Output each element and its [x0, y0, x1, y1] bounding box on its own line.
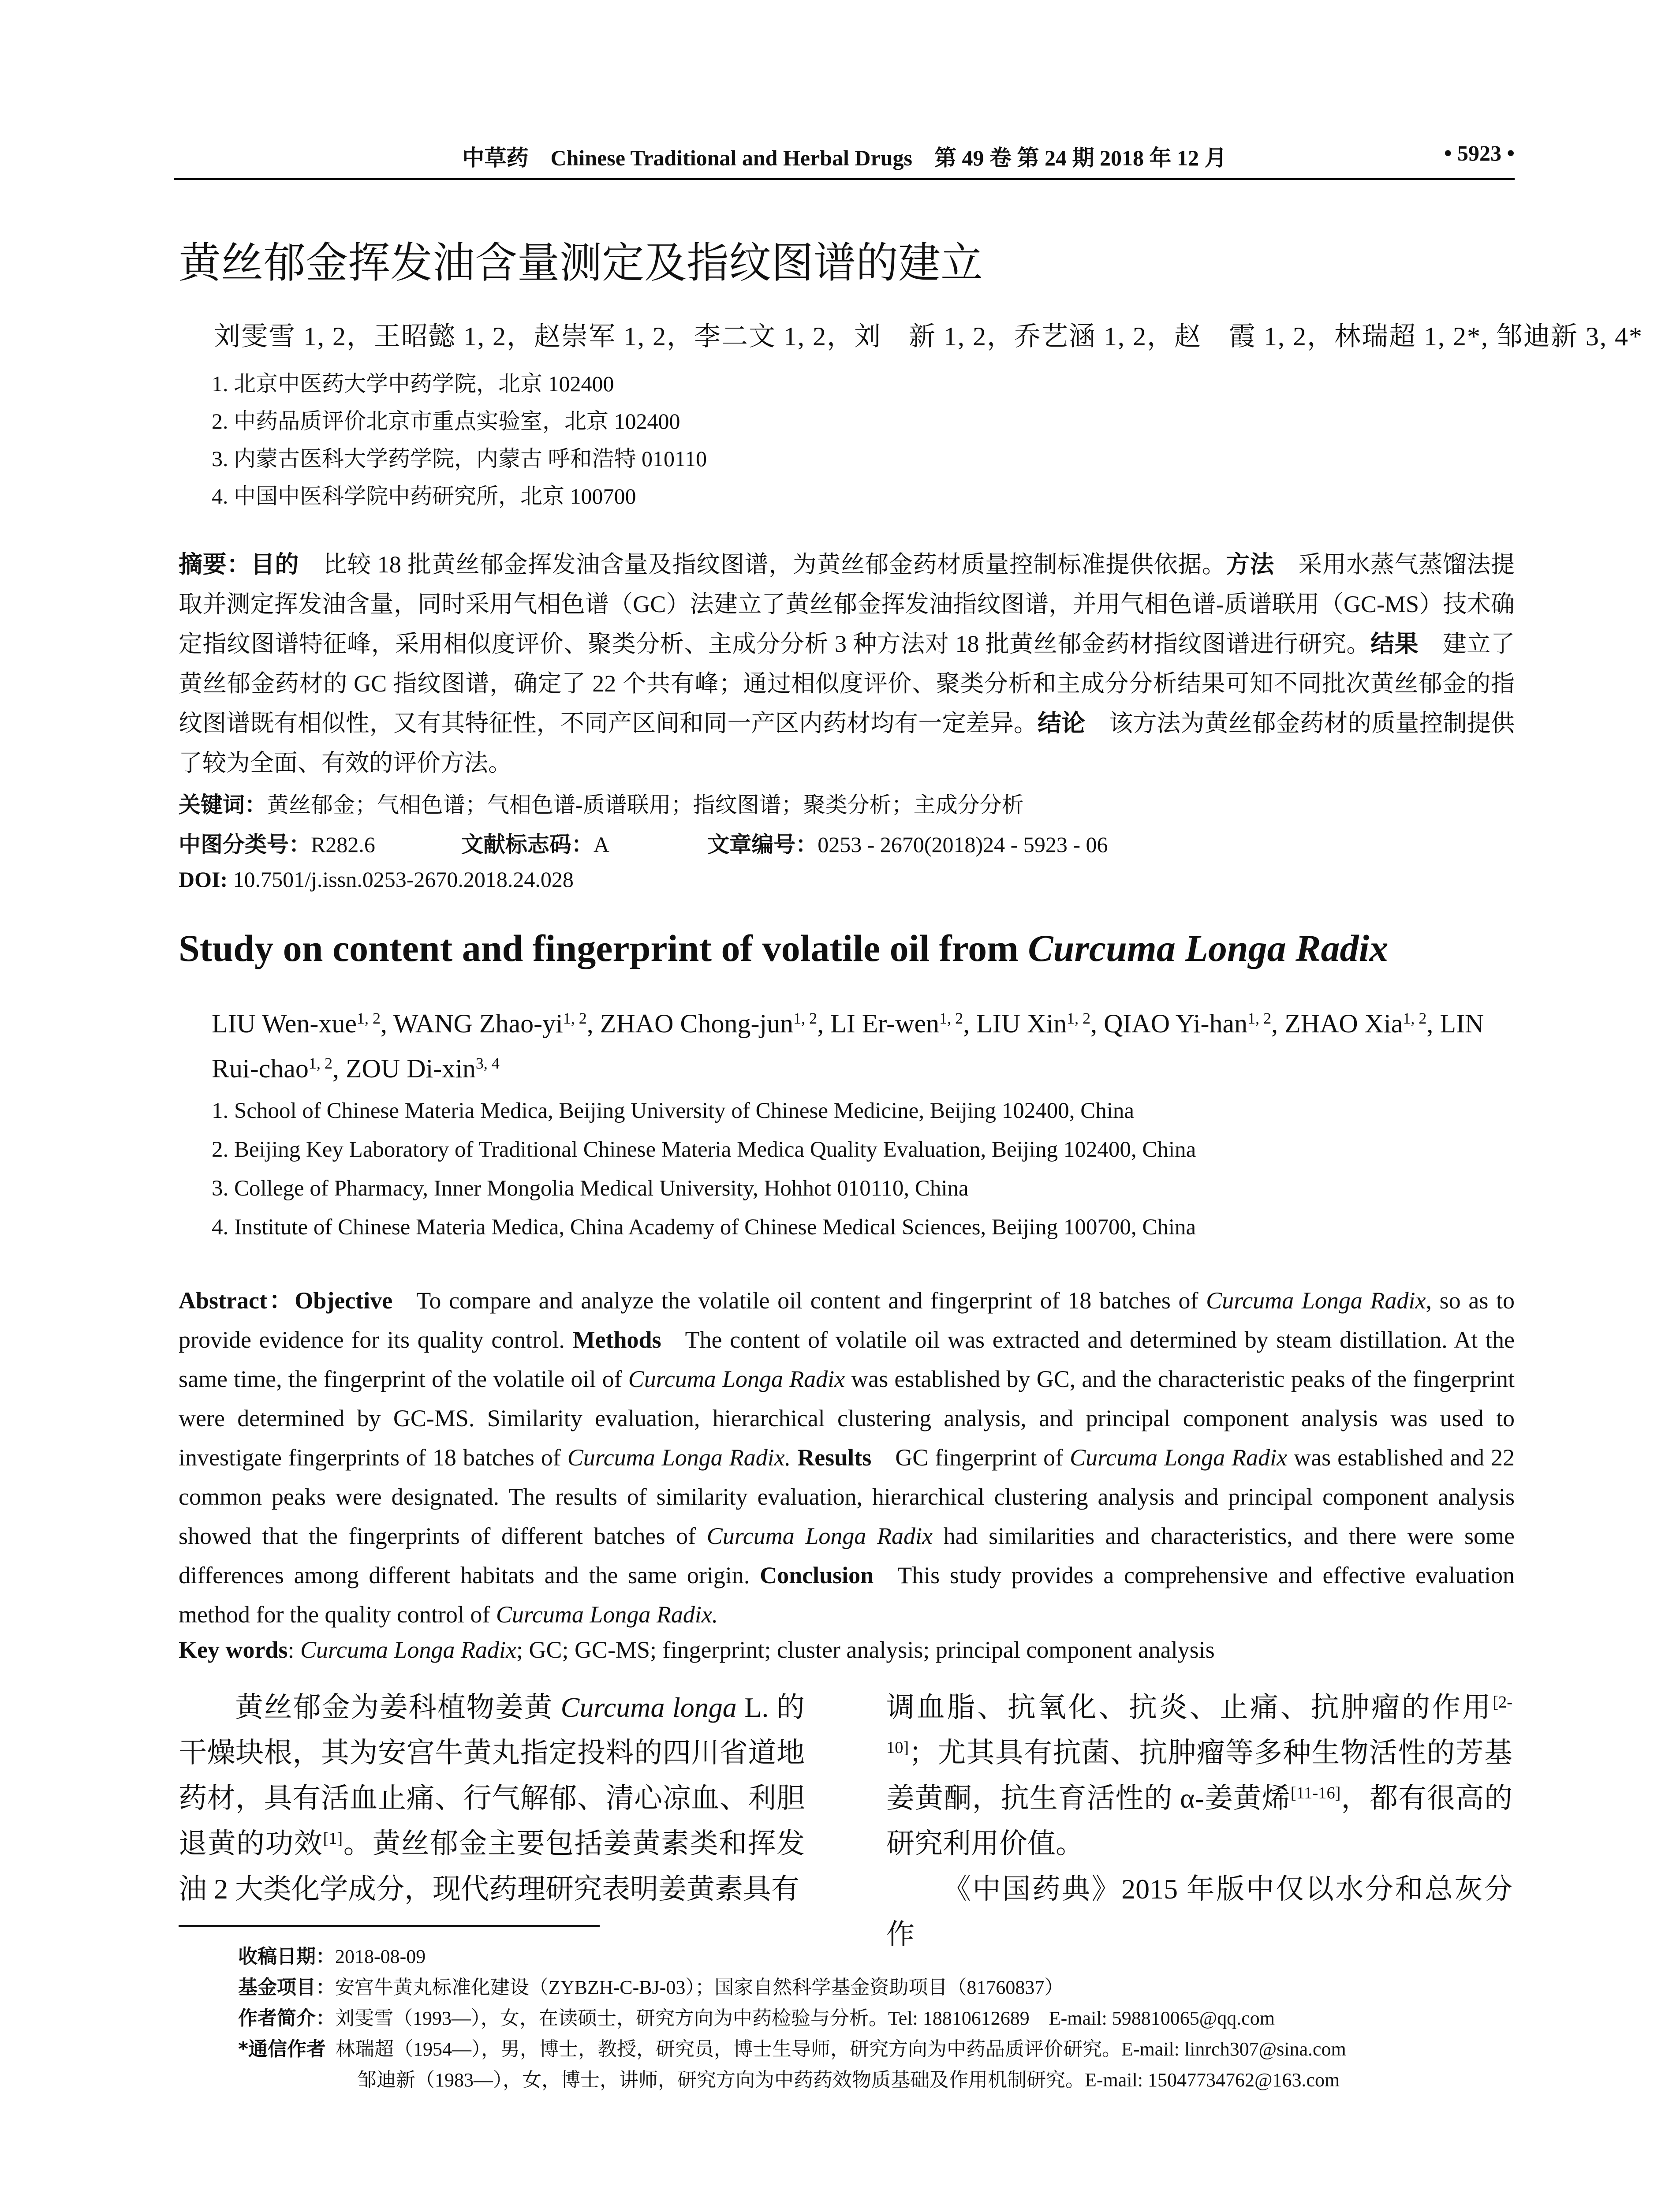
header-rule — [174, 178, 1515, 180]
objective-label-zh: 目的 — [250, 550, 299, 578]
journal-name-en: Chinese Traditional and Herbal Drugs — [550, 146, 912, 170]
footnote-fund: 基金项目：安宫牛黄丸标准化建设（ZYBZH-C-BJ-03）；国家自然科学基金资助项目（81760837） — [238, 1976, 1064, 1999]
affiliation-en-1: 1. School of Chinese Materia Medica, Beijing University of Chinese Medicine, Beijing 102400, China — [212, 1099, 1135, 1123]
doi-line — [179, 867, 574, 892]
footnote-received: 收稿日期：2018-08-09 — [238, 1945, 426, 1968]
footnote-rule — [179, 1925, 600, 1927]
title-en — [179, 926, 1388, 970]
keywords-en-rest: ; GC; GC-MS; fingerprint; cluster analysis; principal component analysis — [516, 1637, 1215, 1663]
conclusion-label-en: Conclusion — [760, 1562, 874, 1588]
footnote-bio: 作者简介：刘雯雪（1993—），女，在读硕士，研究方向为中药检验与分析。Tel: 18810612689 E-mail: 598810065@qq.com — [238, 2007, 1275, 2029]
abstract-en-label: Abstract： — [179, 1287, 295, 1314]
author-en: QIAO Yi-han$^{1, 2}$, — [1104, 1009, 1285, 1038]
affiliation-zh-4: 4. 中国中医科学院中药研究所，北京 100700 — [212, 484, 636, 508]
citation: [2-10] — [886, 1693, 1512, 1757]
body-column-right — [886, 1685, 1512, 1957]
body-paragraph: 黄丝郁金为姜科植物姜黄 Curcuma longa L. 的干燥块根，其为安宫牛黄丸指定投料的四川省道地药材，具有活血止痛、行气解郁、清心凉血、利胆退黄的功效[1]。黄丝郁金主要包括姜黄素类和挥发油 2 大类化学成分，现代药理研究表明姜黄素具有 — [179, 1692, 805, 1905]
keywords-en-label: Key words — [179, 1637, 288, 1663]
doc-code-value: A — [593, 832, 609, 857]
objective-label-en: Objective — [295, 1287, 393, 1314]
keywords-en: Key words: Curcuma Longa Radix; GC; GC-MS; fingerprint; cluster analysis; principal component analysis — [179, 1637, 1215, 1663]
author-en: LIU Wen-xue$^{1, 2}$, — [212, 1009, 393, 1038]
body-paragraph: 《中国药典》2015 年版中仅以水分和总灰分作 — [886, 1873, 1512, 1950]
clc-value: R282.6 — [311, 832, 375, 857]
results-label-en: Results — [797, 1444, 872, 1471]
affiliation-en-4: 4. Institute of Chinese Materia Medica, China Academy of Chinese Medical Sciences, Beijing 100700, China — [212, 1215, 1196, 1240]
keywords-zh-label: 关键词： — [179, 792, 267, 818]
abstract-en: Abstract：Objective To compare and analyze the volatile oil content and fingerprint of 18 batches of Curcuma Longa Radix, so as to provide evidence for its quality control. Methods The content of volatile oil was extracted and determined by steam distillation. At the same time, the fingerprint of the volatile oil of Curcuma Longa Radix was established by GC, and the characteristic peaks of the fingerprint were determined by GC-MS. Similarity evaluation, hierarchical clustering analysis, and principal component analysis was used to investigate fingerprints of 18 batches of Curcuma Longa Radix. Results GC fingerprint of Curcuma Longa Radix was established and 22 common peaks were designated. The results of similarity evaluation, hierarchical clustering analysis and principal component analysis showed that the fingerprints of different batches of Curcuma Longa Radix had similarities and characteristics, and there were some differences among different habitats and the same origin. Conclusion This study provides a comprehensive and effective evaluation method for the quality control of Curcuma Longa Radix. — [179, 1287, 1515, 1628]
author-en: LIU Xin$^{1, 2}$, — [976, 1009, 1104, 1038]
authors-zh: 刘雯雪 1, 2，王昭懿 1, 2，赵崇军 1, 2，李二文 1, 2，刘 新 1, 2，乔艺涵 1, 2，赵 霞 1, 2，林瑞超 1, 2*, 邹迪新 3, 4* — [214, 322, 1643, 351]
page-number: • 5923 • — [1444, 141, 1515, 165]
conclusion-label-zh: 结论 — [1037, 709, 1086, 737]
objective-zh: 比较 18 批黄丝郁金挥发油含量及指纹图谱，为黄丝郁金药材质量控制标准提供依据。 — [323, 551, 1226, 578]
affiliation-zh-3: 3. 内蒙古医科大学药学院，内蒙古 呼和浩特 010110 — [212, 446, 707, 471]
author-en: ZHAO Chong-jun$^{1, 2}$, — [600, 1009, 831, 1038]
journal-name-zh: 中草药 — [462, 146, 529, 170]
authors-en — [212, 1001, 1530, 1091]
footnote-correspondence-2: 邹迪新（1983—），女，博士，讲师，研究方向为中药药效物质基础及作用机制研究。E-mail: 15047734762@163.com — [357, 2069, 1340, 2091]
body-column-left — [179, 1685, 805, 1912]
methods-zh: 采用水蒸气蒸馏法提取并测定挥发油含量，同时采用气相色谱（GC）法建立了黄丝郁金挥发油指纹图谱，并用气相色谱-质谱联用（GC-MS）技术确定指纹图谱特征峰，采用相似度评价、聚类分析、主成分分析 3 种方法对 18 批黄丝郁金药材指纹图谱进行研究。 — [179, 551, 1515, 657]
author-en: ZHAO Xia$^{1, 2}$, — [1284, 1009, 1440, 1038]
affiliation-zh-1: 1. 北京中医药大学中药学院，北京 102400 — [212, 371, 614, 396]
body-paragraph: 调血脂、抗氧化、抗炎、止痛、抗肿瘤的作用[2-10]；尤其具有抗菌、抗肿瘤等多种生物活性的芳基姜黄酮，抗生育活性的 α-姜黄烯[11-16]，都有很高的研究利用价值。 — [886, 1692, 1513, 1859]
results-zh: 建立了黄丝郁金药材的 GC 指纹图谱，确定了 22 个共有峰；通过相似度评价、聚类分析和主成分分析结果可知不同批次黄丝郁金的指纹图谱既有相似性，又有其特征性，不同产区间和同一产区内药材均有一定差异。 — [179, 631, 1515, 736]
results-label-zh: 结果 — [1370, 630, 1419, 658]
title-en-species: Curcuma Longa Radix — [1028, 927, 1389, 969]
doi-value: 10.7501/j.issn.0253-2670.2018.24.028 — [233, 867, 574, 892]
abstract-zh-label: 摘要： — [179, 550, 251, 578]
abstract-zh — [179, 545, 1515, 783]
affiliation-en-3: 3. College of Pharmacy, Inner Mongolia Medical University, Hohhot 010110, China — [212, 1176, 969, 1201]
affiliation-zh-2: 2. 中药品质评价北京市重点实验室，北京 102400 — [212, 409, 680, 434]
title-en-prefix: Study on content and fingerprint of volatile oil from — [179, 927, 1028, 969]
affiliation-en-2: 2. Beijing Key Laboratory of Traditional Chinese Materia Medica Quality Evaluation, Beijing 102400, China — [212, 1137, 1196, 1162]
classification-line — [179, 827, 1108, 859]
author-en: LIN Rui-chao$^{1, 2}$, — [212, 1009, 1484, 1083]
citation: [1] — [323, 1829, 343, 1848]
issue-info: 第 49 卷 第 24 期 2018 年 12 月 — [934, 146, 1227, 170]
citation: [11-16] — [1290, 1783, 1341, 1802]
keywords-zh-text: 黄丝郁金；气相色谱；气相色谱-质谱联用；指纹图谱；聚类分析；主成分分析 — [267, 792, 1024, 817]
clc-label: 中图分类号： — [179, 832, 311, 857]
keywords-en-species: Curcuma Longa Radix — [300, 1637, 516, 1663]
running-header — [174, 132, 1515, 185]
title-zh: 黄丝郁金挥发油含量测定及指纹图谱的建立 — [179, 238, 983, 288]
author-en: LI Er-wen$^{1, 2}$, — [830, 1009, 977, 1038]
author-en: WANG Zhao-yi$^{1, 2}$, — [393, 1009, 600, 1038]
methods-label-zh: 方法 — [1226, 550, 1274, 578]
article-no-value: 0253 - 2670(2018)24 - 5923 - 06 — [818, 832, 1108, 857]
footnote-correspondence: *通信作者 林瑞超（1954—），男，博士，教授，研究员，博士生导师，研究方向为中药品质评价研究。E-mail: linrch307@sina.com — [238, 2038, 1346, 2060]
article-no-label: 文章编号： — [707, 832, 818, 857]
header-journal-info — [174, 140, 1515, 172]
doi-label: DOI: — [179, 867, 228, 892]
author-en: ZOU Di-xin$^{3, 4}$ — [345, 1054, 500, 1083]
doc-code-label: 文献标志码： — [461, 832, 594, 857]
keywords-zh — [179, 787, 1024, 819]
conclusion-zh: 该方法为黄丝郁金药材的质量控制提供了较为全面、有效的评价方法。 — [179, 710, 1515, 776]
methods-label-en: Methods — [572, 1327, 661, 1353]
